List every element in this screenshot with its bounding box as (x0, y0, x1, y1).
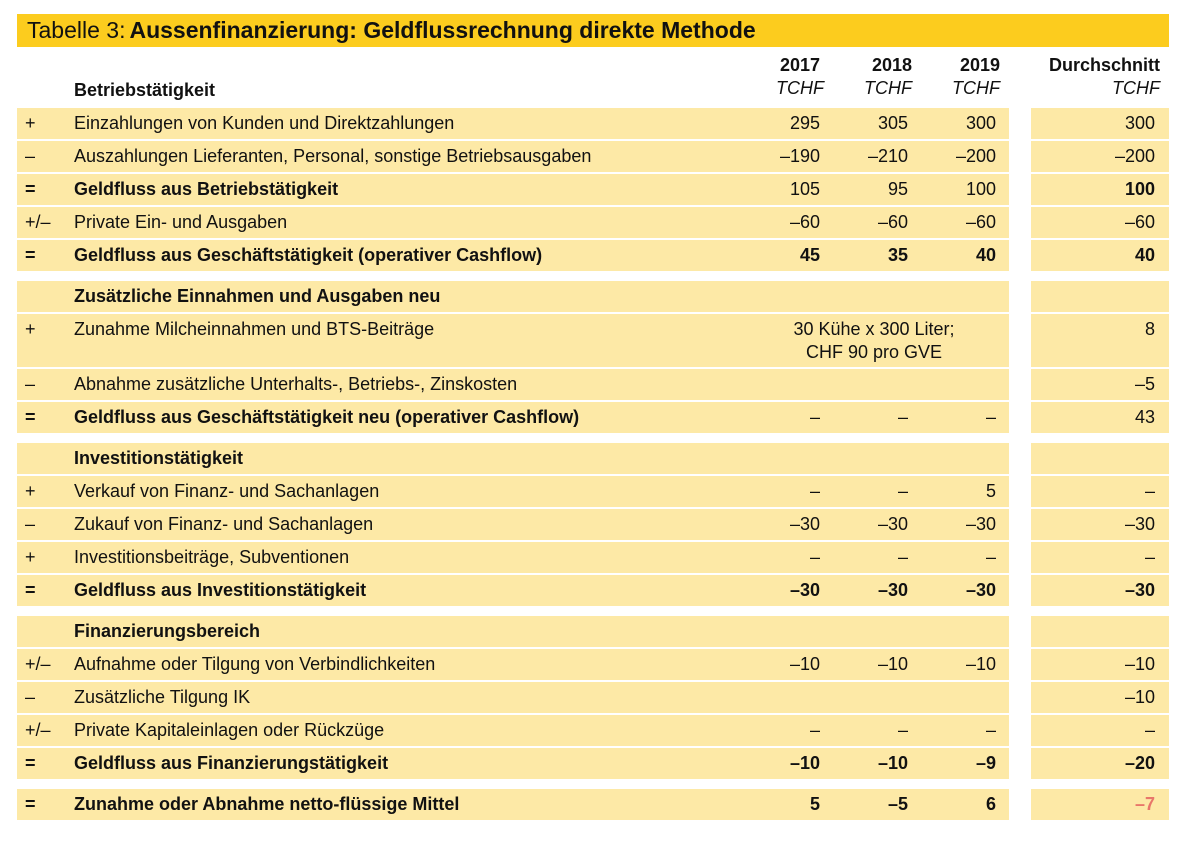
cell-average: –30 (1124, 514, 1155, 534)
cell-average: –10 (1124, 654, 1155, 674)
col-unit-2017: TCHF (776, 78, 824, 98)
row-label: Geldfluss aus Investitionstätigkeit (74, 580, 367, 600)
table-row-total (17, 240, 1169, 271)
cell-2017: –10 (789, 753, 820, 773)
section-header-investition: Investitionstätigkeit (74, 448, 244, 468)
cell-2018: –30 (877, 580, 908, 600)
cell-2019: – (985, 720, 996, 740)
cell-2019: –60 (965, 212, 996, 232)
row-label: Geldfluss aus Betriebstätigkeit (74, 179, 339, 199)
table-section-header (17, 616, 1169, 647)
cell-average: 40 (1134, 245, 1155, 265)
cell-2019: –30 (965, 514, 996, 534)
cell-average: 43 (1134, 407, 1155, 427)
cell-2018: 95 (887, 179, 908, 199)
table-row (17, 542, 1169, 573)
col-average: Durchschnitt (1048, 55, 1160, 75)
cell-2019: 5 (985, 481, 996, 501)
table-title (17, 14, 1169, 47)
row-operator: + (25, 481, 36, 501)
row-operator: = (25, 580, 36, 600)
cell-2017: – (809, 547, 820, 567)
cell-2018: – (897, 547, 908, 567)
table-section-header (17, 443, 1169, 474)
cell-average: – (1144, 547, 1155, 567)
cell-average: –60 (1124, 212, 1155, 232)
row-operator: = (25, 179, 36, 199)
table-row (17, 649, 1169, 680)
row-operator: +/– (25, 654, 51, 674)
table-row (17, 207, 1169, 238)
table-row (17, 141, 1169, 172)
cell-2018: – (897, 720, 908, 740)
cell-2017: 105 (789, 179, 820, 199)
section-header-zusaetzlich: Zusätzliche Einnahmen und Ausgaben neu (74, 286, 441, 306)
cell-2017: 295 (789, 113, 820, 133)
cell-average: –20 (1124, 753, 1155, 773)
cell-average: –5 (1134, 374, 1155, 394)
cell-2019: –10 (965, 654, 996, 674)
row-operator: = (25, 794, 36, 814)
col-year-2017: 2017 (779, 55, 820, 75)
cell-2019: –9 (975, 753, 996, 773)
section-header-betrieb: Betriebstätigkeit (74, 80, 216, 100)
cell-2018: –210 (867, 146, 908, 166)
row-label: Investitionsbeiträge, Subventionen (74, 547, 350, 567)
row-operator: – (25, 514, 36, 534)
cell-2018: – (897, 407, 908, 427)
section-header-finanzierung: Finanzierungsbereich (74, 621, 261, 641)
cell-2019: 40 (975, 245, 996, 265)
row-operator: – (25, 374, 36, 394)
cell-2019: 300 (965, 113, 996, 133)
cell-2018: –10 (877, 654, 908, 674)
cell-2019: 6 (985, 794, 996, 814)
row-label: Auszahlungen Lieferanten, Personal, sonstige Betriebsausgaben (74, 146, 592, 166)
col-year-2019: 2019 (959, 55, 1000, 75)
table-row-grand-total (17, 789, 1169, 820)
cell-2019: 100 (965, 179, 996, 199)
row-label: Einzahlungen von Kunden und Direktzahlungen (74, 113, 455, 133)
cell-average: 100 (1124, 179, 1155, 199)
cell-2018: 305 (877, 113, 908, 133)
table-heading: Aussenfinanzierung: Geldflussrechnung direkte Methode (129, 17, 756, 43)
cell-2018: 35 (887, 245, 908, 265)
cell-average: – (1144, 720, 1155, 740)
row-label: Zunahme Milcheinnahmen und BTS-Beiträge (74, 319, 435, 339)
cell-average: –200 (1114, 146, 1155, 166)
row-operator: + (25, 319, 36, 339)
cell-2018: – (897, 481, 908, 501)
cell-2017: – (809, 481, 820, 501)
row-label: Private Ein- und Ausgaben (74, 212, 288, 232)
cell-note: 30 Kühe x 300 Liter; CHF 90 pro GVE (793, 319, 955, 362)
table-row (17, 509, 1169, 540)
table-row-total (17, 575, 1169, 606)
row-label: Geldfluss aus Geschäftstätigkeit neu (operativer Cashflow) (74, 407, 580, 427)
cell-average: –10 (1124, 687, 1155, 707)
row-operator: = (25, 245, 36, 265)
col-unit-average: TCHF (1112, 78, 1160, 98)
row-label: Zunahme oder Abnahme netto-flüssige Mittel (74, 794, 460, 814)
cell-2017: 5 (809, 794, 820, 814)
row-label: Aufnahme oder Tilgung von Verbindlichkeiten (74, 654, 436, 674)
table-row (17, 476, 1169, 507)
cell-average: – (1144, 481, 1155, 501)
row-label: Abnahme zusätzliche Unterhalts-, Betriebs-, Zinskosten (74, 374, 518, 394)
cell-2018: –10 (877, 753, 908, 773)
cell-average-highlight: –7 (1134, 794, 1155, 814)
cell-average: 300 (1124, 113, 1155, 133)
cell-average: –30 (1124, 580, 1155, 600)
col-unit-2019: TCHF (952, 78, 1000, 98)
cell-2019: – (985, 547, 996, 567)
cell-average: 8 (1144, 319, 1155, 339)
table-row (17, 314, 1169, 367)
cell-2017: –10 (789, 654, 820, 674)
cell-2017: –60 (789, 212, 820, 232)
table-row-total (17, 748, 1169, 779)
row-operator: + (25, 113, 36, 133)
row-operator: – (25, 146, 36, 166)
cell-2019: – (985, 407, 996, 427)
cell-2017: –30 (789, 580, 820, 600)
col-year-2018: 2018 (871, 55, 912, 75)
col-unit-2018: TCHF (864, 78, 912, 98)
row-operator: = (25, 753, 36, 773)
cell-2017: 45 (799, 245, 820, 265)
row-operator: +/– (25, 212, 51, 232)
cell-2018: –30 (877, 514, 908, 534)
cell-2017: –190 (779, 146, 820, 166)
table-row-total (17, 402, 1169, 433)
cell-2019: –30 (965, 580, 996, 600)
row-label: Geldfluss aus Geschäftstätigkeit (operativer Cashflow) (74, 245, 543, 265)
row-label: Private Kapitaleinlagen oder Rückzüge (74, 720, 385, 740)
cell-2017: –30 (789, 514, 820, 534)
row-label: Verkauf von Finanz- und Sachanlagen (74, 481, 380, 501)
table-row (17, 369, 1169, 400)
row-operator: – (25, 687, 36, 707)
cell-2017: – (809, 407, 820, 427)
table-number: Tabelle 3: (27, 17, 126, 43)
row-operator: = (25, 407, 36, 427)
row-label: Zusätzliche Tilgung IK (74, 687, 251, 707)
row-label: Geldfluss aus Finanzierungstätigkeit (74, 753, 389, 773)
cell-2017: – (809, 720, 820, 740)
cell-2018: –60 (877, 212, 908, 232)
row-operator: +/– (25, 720, 51, 740)
row-label: Zukauf von Finanz- und Sachanlagen (74, 514, 374, 534)
cell-2019: –200 (955, 146, 996, 166)
table-row (17, 108, 1169, 139)
table-row (17, 682, 1169, 713)
table-section-header (17, 281, 1169, 312)
table-row (17, 715, 1169, 746)
table-row-subtotal (17, 174, 1169, 205)
cell-2018: –5 (887, 794, 908, 814)
row-operator: + (25, 547, 36, 567)
